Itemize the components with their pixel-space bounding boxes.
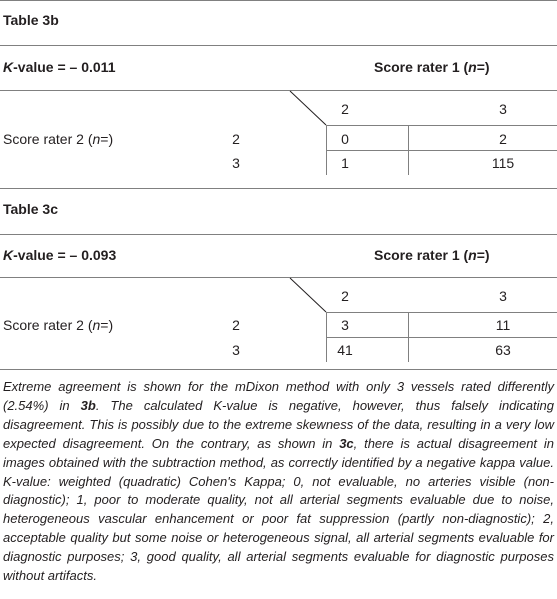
- inner-rule: [326, 337, 557, 338]
- footnote-text: . The calculated K-value is negative, however, thus falsely indicating disagreement. This is possibly due to the extreme skewness of the data, resulting in a very low expected disagreement. On the contrary, as shown in: [3, 397, 554, 451]
- rater2-n: n: [92, 317, 101, 333]
- table-3b-col-header-3: 3: [499, 101, 507, 117]
- table-3c-cell: 11: [495, 317, 511, 333]
- table-3b-k-value: [3, 59, 115, 75]
- rule: [0, 188, 557, 189]
- rater1-n: n: [468, 59, 477, 75]
- table-3b-row-header-2: 2: [232, 131, 240, 147]
- rater2-prefix: Score rater 2 (: [3, 317, 93, 333]
- diagonal-divider: [289, 90, 327, 126]
- table-3b-cell: 115: [491, 155, 515, 171]
- inner-rule: [326, 150, 557, 151]
- table-3c-cell: 3: [341, 317, 349, 333]
- rater2-suffix: =): [100, 131, 114, 147]
- table-3c-rater2-label: [3, 317, 113, 333]
- rule: [0, 90, 557, 91]
- diagonal-divider: [289, 277, 327, 313]
- cell-divider: [408, 312, 409, 362]
- rater1-n: n: [468, 247, 477, 263]
- inner-rule: [326, 312, 557, 313]
- inner-rule: [326, 125, 557, 126]
- cell-divider: [326, 125, 327, 175]
- k-label: K: [3, 59, 14, 75]
- footnote-ref-3c: 3c: [339, 435, 354, 451]
- k-label: K: [3, 247, 14, 263]
- top-rule: [0, 0, 557, 1]
- table-3c-cell: 41: [337, 342, 353, 358]
- k-value-text: -value = – 0.093: [13, 247, 117, 263]
- cell-divider: [408, 125, 409, 175]
- table-3b-cell: 2: [499, 131, 507, 147]
- table-3c-col-header-3: 3: [499, 288, 507, 304]
- table-3b-row-header-3: 3: [232, 155, 240, 171]
- table-3b-rater1-header: [374, 59, 490, 75]
- footnote-ref-3b: 3b: [80, 397, 96, 413]
- table-footnote: [3, 378, 554, 586]
- rater1-suffix: =): [476, 247, 490, 263]
- table-3c-col-header-2: 2: [341, 288, 349, 304]
- k-value-text: -value = – 0.011: [13, 59, 116, 75]
- rater2-suffix: =): [100, 317, 114, 333]
- rule: [0, 45, 557, 46]
- rule: [0, 277, 557, 278]
- table-3c-row-header-2: 2: [232, 317, 240, 333]
- rater2-n: n: [92, 131, 101, 147]
- rule: [0, 234, 557, 235]
- footnote-text: Extreme agreement is shown for the mDixon method with only 3 vessels rated differently (2.54%) in: [3, 379, 554, 413]
- table-3b-title: Table 3b: [3, 12, 59, 28]
- table-3c-title: Table 3c: [3, 201, 58, 217]
- rule: [0, 369, 557, 370]
- table-3b-col-header-2: 2: [341, 101, 349, 117]
- table-3c-row-header-3: 3: [232, 342, 240, 358]
- rater1-suffix: =): [476, 59, 490, 75]
- table-3b-cell: 1: [341, 155, 349, 171]
- rater1-prefix: Score rater 1 (: [374, 59, 469, 75]
- cell-divider: [326, 312, 327, 362]
- table-3c-cell: 63: [495, 342, 511, 358]
- footnote-text: , there is actual disagreement in images obtained with the subtraction method, as correctly identified by a negative kappa value. K-value: weighted (quadratic) Cohen's Kappa; 0, not evaluable, no arteries visible (non-diagnostic); 1, poor to moderate quality, not all arterial segments evaluable due to noise, heterogeneous vascular enhancement or poor fat suppression (partly non-diagnostic); 2, acceptable quality but some noise or heterogeneous signal, all arterial segments evaluable for diagnostic purposes; 3, good quality, all arterial segments evaluable for diagnostic purposes without artifacts.: [3, 435, 554, 584]
- rater2-prefix: Score rater 2 (: [3, 131, 93, 147]
- table-3b-cell: 0: [341, 131, 349, 147]
- table-3c-k-value: [3, 247, 116, 263]
- rater1-prefix: Score rater 1 (: [374, 247, 469, 263]
- table-3b-rater2-label: [3, 131, 113, 147]
- table-3c-rater1-header: [374, 247, 490, 263]
